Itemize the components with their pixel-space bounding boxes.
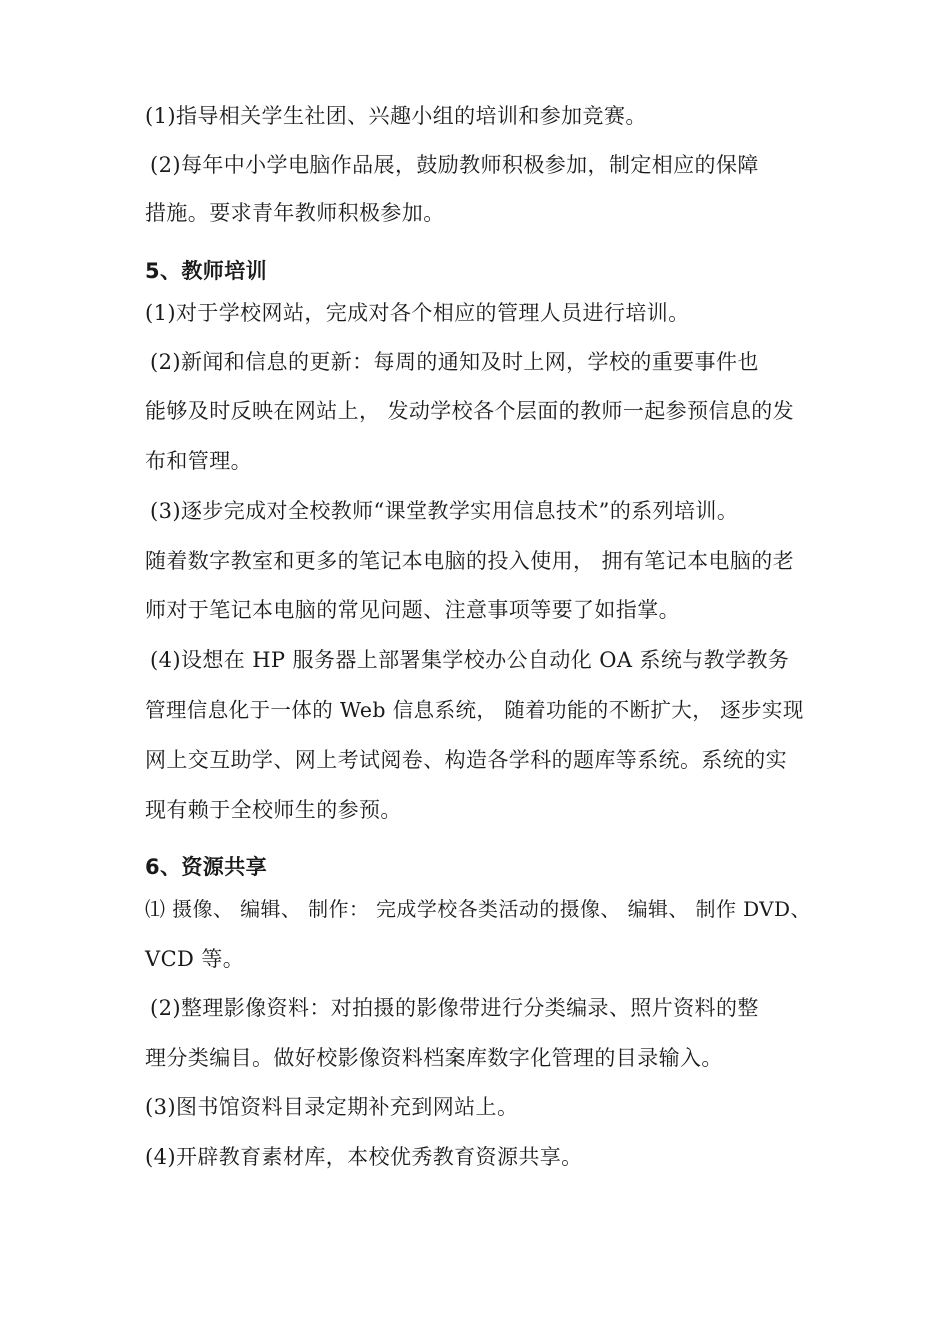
- paragraph-line: (2)每年中小学电脑作品展，鼓励教师积极参加，制定相应的保障: [150, 153, 759, 177]
- paragraph-line: 布和管理。: [145, 449, 252, 473]
- paragraph-line: ⑴ 摄像、 编辑、 制作： 完成学校各类活动的摄像、 编辑、 制作 DVD、: [145, 897, 811, 921]
- paragraph-line: (1)对于学校网站，完成对各个相应的管理人员进行培训。: [145, 301, 690, 325]
- paragraph-line: 师对于笔记本电脑的常见问题、注意事项等要了如指掌。: [145, 598, 680, 622]
- paragraph-line: (4)开辟教育素材库，本校优秀教育资源共享。: [145, 1145, 583, 1169]
- paragraph-line: (3)逐步完成对全校教师“课堂教学实用信息技术”的系列培训。: [150, 499, 739, 523]
- paragraph-line: 措施。要求青年教师积极参加。: [145, 201, 445, 225]
- paragraph-line: (4)设想在 HP 服务器上部署集学校办公自动化 OA 系统与教学教务: [150, 648, 790, 672]
- section-heading: 5、教师培训: [145, 259, 268, 283]
- paragraph-line: VCD 等。: [145, 947, 245, 971]
- paragraph-line: (2)整理影像资料：对拍摄的影像带进行分类编录、照片资料的整: [150, 996, 759, 1020]
- paragraph-line: (3)图书馆资料目录定期补充到网站上。: [145, 1095, 519, 1119]
- paragraph-line: 现有赖于全校师生的参预。: [145, 798, 402, 822]
- paragraph-line: 网上交互助学、网上考试阅卷、构造各学科的题库等系统。系统的实: [145, 748, 787, 772]
- paragraph-line: 随着数字教室和更多的笔记本电脑的投入使用， 拥有笔记本电脑的老: [145, 549, 795, 573]
- paragraph-line: 管理信息化于一体的 Web 信息系统， 随着功能的不断扩大， 逐步实现: [145, 698, 804, 722]
- section-heading: 6、资源共享: [145, 855, 268, 879]
- paragraph-line: 理分类编目。做好校影像资料档案库数字化管理的目录输入。: [145, 1046, 723, 1070]
- paragraph-line: (1)指导相关学生社团、兴趣小组的培训和参加竞赛。: [145, 104, 647, 128]
- paragraph-line: (2)新闻和信息的更新：每周的通知及时上网，学校的重要事件也: [150, 350, 759, 374]
- paragraph-line: 能够及时反映在网站上， 发动学校各个层面的教师一起参预信息的发: [145, 399, 795, 423]
